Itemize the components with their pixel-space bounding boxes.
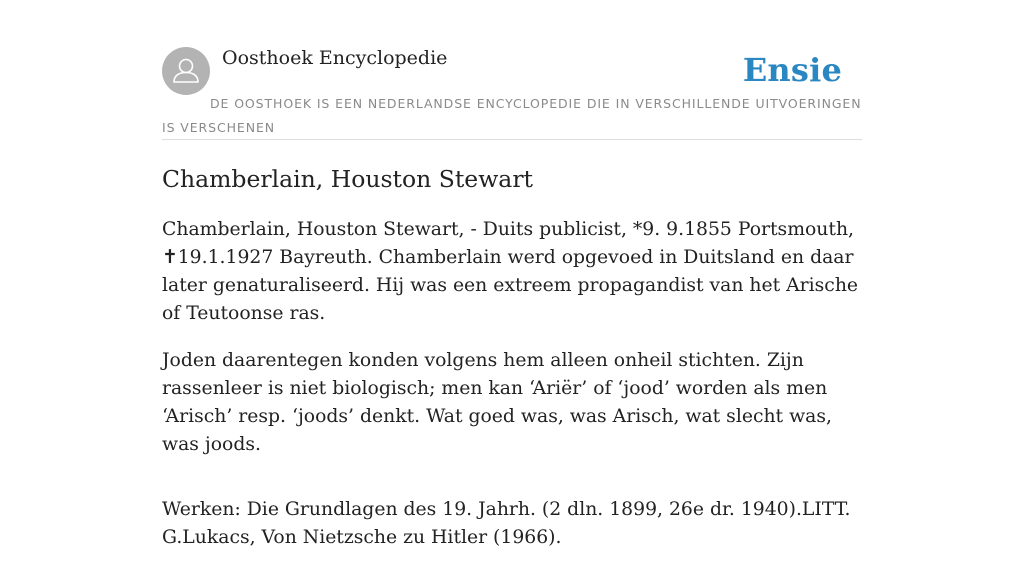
article-body [162,216,862,571]
source-header [162,46,862,140]
user-avatar-icon[interactable] [162,47,210,95]
ensie-logo[interactable]: Ensie [742,51,842,89]
article-paragraph: Chamberlain, Houston Stewart, - Duits publicist, *9. 9.1855 Portsmouth, ✝19.1.1927 Bayreuth. Chamberlain werd opgevoed in Duitsland en daar later genaturaliseerd. Hij was een extreem propagandist van het Arische of Teutoonse ras. [162,219,859,324]
user-silhouette-icon [162,47,210,95]
source-description: DE OOSTHOEK IS EEN NEDERLANDSE ENCYCLOPEDIE DIE IN VERSCHILLENDE UITVOERINGEN IS VERSCHENEN [162,96,862,135]
article-paragraph: Joden daarentegen konden volgens hem alleen onheil stichten. Zijn rassenleer is niet biologisch; men kan ‘Ariër’ of ‘jood’ worden als men ‘Arisch’ resp. ‘joods’ denkt. Wat goed was, was Arisch, wat slecht was, was joods. [162,350,832,455]
article-title: Chamberlain, Houston Stewart [162,165,533,193]
article-paragraph: Werken: Die Grundlagen des 19. Jahrh. (2 dln. 1899, 26e dr. 1940).LITT. G.Lukacs, Von Nietzsche zu Hitler (1966). [162,499,851,548]
source-name-link[interactable]: Oosthoek Encyclopedie [222,47,448,69]
